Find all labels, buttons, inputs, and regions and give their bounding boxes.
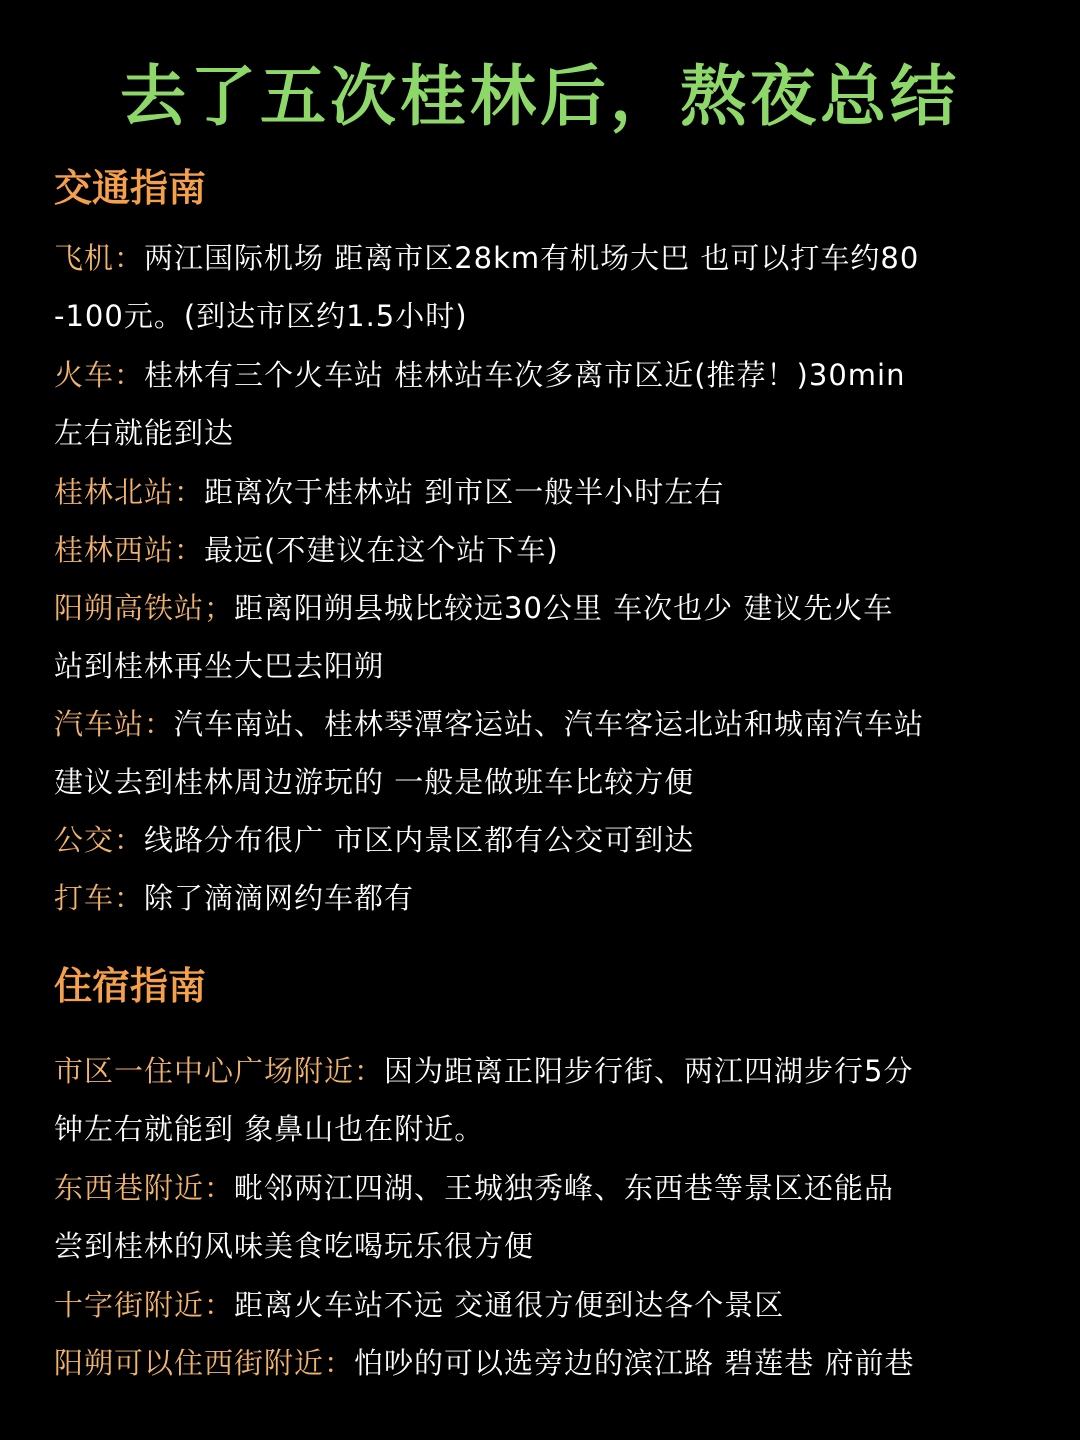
entry-line: [54, 521, 1054, 579]
entry-text: 因为距离正阳步行街、两江四湖步行5分: [384, 1054, 914, 1088]
entry-bus-station: [54, 695, 1054, 811]
entry-text: 除了滴滴网约车都有: [144, 881, 415, 915]
entry-text: -100元。(到达市区约1.5小时): [54, 299, 468, 333]
entry-text: 怕吵的可以选旁边的滨江路 碧莲巷 府前巷: [354, 1346, 915, 1380]
entry-label: 阳朔可以住西街附近：: [54, 1346, 355, 1380]
entry-line: [54, 1159, 1054, 1217]
entry-line: [54, 463, 1054, 521]
entry-text: 距离火车站不远 交通很方便到达各个景区: [234, 1288, 785, 1322]
entry-label: 阳朔高铁站；: [54, 591, 235, 625]
entry-yangshuo-station: [54, 579, 1054, 695]
entry-line: [54, 229, 1054, 287]
entry-label: 火车：: [54, 358, 145, 392]
entry-dongxi: [54, 1159, 1054, 1275]
section-title-lodging: 住宿指南: [54, 964, 207, 1008]
entry-label: 桂林北站：: [54, 475, 205, 509]
entry-line: [54, 1334, 1054, 1392]
entry-label: 公交：: [54, 823, 145, 857]
entry-text: 汽车南站、桂林琴潭客运站、汽车客运北站和城南汽车站: [174, 707, 925, 741]
entry-shizi: [54, 1276, 1054, 1334]
entry-plane: [54, 229, 1054, 345]
entry-text: 毗邻两江四湖、王城独秀峰、东西巷等景区还能品: [234, 1171, 895, 1205]
entry-text: 钟左右就能到 象鼻山也在附近。: [54, 1112, 485, 1146]
entry-line: [54, 346, 1054, 404]
entry-center: [54, 1042, 1054, 1158]
entry-xijie: [54, 1334, 1054, 1392]
entry-line: [54, 869, 1054, 927]
entry-text: 线路分布很广 市区内景区都有公交可到达: [144, 823, 695, 857]
entry-label: 飞机：: [54, 241, 145, 275]
entry-text: 最远(不建议在这个站下车): [204, 533, 559, 567]
entry-line: [54, 1042, 1054, 1100]
entry-text: 距离次于桂林站 到市区一般半小时左右: [204, 475, 725, 509]
entry-taxi: [54, 869, 1054, 927]
entry-label: 桂林西站：: [54, 533, 205, 567]
page-title: 去了五次桂林后，熬夜总结: [120, 58, 960, 135]
entry-line: [54, 1276, 1054, 1334]
section-title-transport: 交通指南: [54, 166, 207, 210]
entry-text: 建议去到桂林周边游玩的 一般是做班车比较方便: [54, 765, 695, 799]
entry-label: 东西巷附近：: [54, 1171, 235, 1205]
entry-text: 两江国际机场 距离市区28km有机场大巴 也可以打车约80: [144, 241, 920, 275]
entry-text: 站到桂林再坐大巴去阳朔: [54, 649, 385, 683]
entry-text: 左右就能到达: [54, 416, 235, 450]
entry-train: [54, 346, 1054, 462]
entry-bus: [54, 811, 1054, 869]
entry-line: [54, 811, 1054, 869]
entry-text: 距离阳朔县城比较远30公里 车次也少 建议先火车: [234, 591, 894, 625]
entry-text: 桂林有三个火车站 桂林站车次多离市区近(推荐！)30min: [144, 358, 906, 392]
entry-text: 尝到桂林的风味美食吃喝玩乐很方便: [54, 1229, 535, 1263]
entry-label: 市区一住中心广场附近：: [54, 1054, 385, 1088]
entry-west-station: [54, 521, 1054, 579]
entry-line: [54, 695, 1054, 753]
entry-label: 汽车站：: [54, 707, 175, 741]
entry-north-station: [54, 463, 1054, 521]
entry-line: [54, 579, 1054, 637]
entry-label: 十字街附近：: [54, 1288, 235, 1322]
entry-label: 打车：: [54, 881, 145, 915]
